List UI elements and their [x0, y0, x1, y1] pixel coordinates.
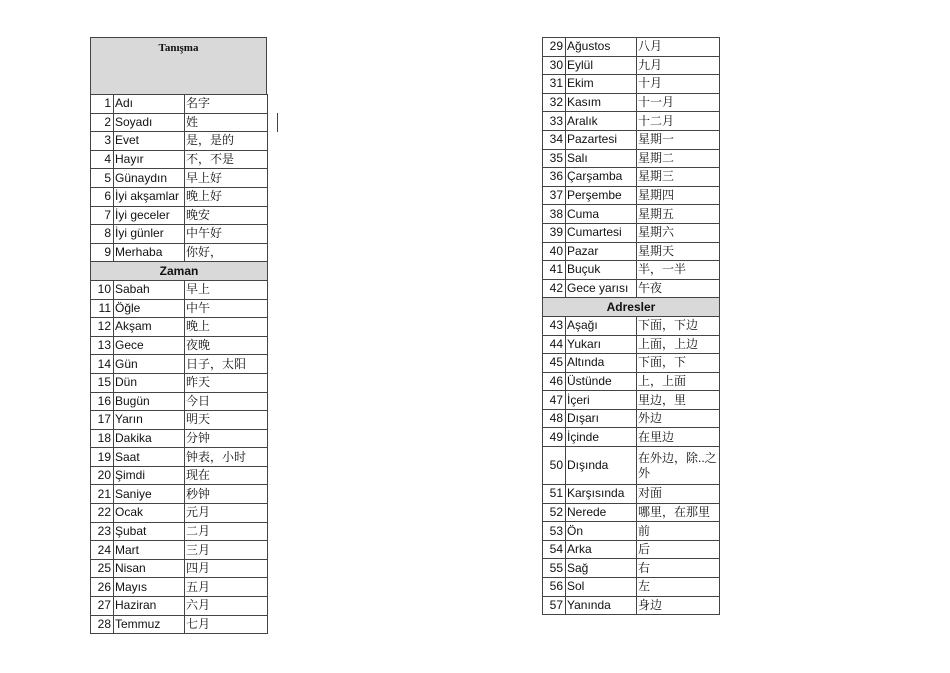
- row-number: 15: [91, 373, 114, 392]
- chinese-word: 秒钟: [185, 485, 268, 504]
- turkish-word: Yarın: [114, 411, 185, 430]
- chinese-word: 晚安: [185, 206, 268, 225]
- right-vocab-body: [543, 38, 720, 615]
- vocab-row: [543, 559, 720, 578]
- turkish-word: Salı: [566, 149, 637, 168]
- row-number: 20: [91, 466, 114, 485]
- chinese-word: 中午: [185, 299, 268, 318]
- turkish-word: Soyadı: [114, 113, 185, 132]
- turkish-word: Nerede: [566, 503, 637, 522]
- turkish-word: Altında: [566, 354, 637, 373]
- chinese-word: 七月: [185, 615, 268, 634]
- row-number: 22: [91, 504, 114, 523]
- chinese-word: 晚上: [185, 318, 268, 337]
- row-number: 48: [543, 409, 566, 428]
- turkish-word: Akşam: [114, 318, 185, 337]
- chinese-word: 下面，下边: [637, 316, 720, 335]
- turkish-word: Arka: [566, 540, 637, 559]
- turkish-word: Karşısında: [566, 485, 637, 504]
- vocab-row: [91, 373, 268, 392]
- vocab-row: [91, 150, 268, 169]
- chinese-word: 对面: [637, 485, 720, 504]
- chinese-word: 哪里，在那里: [637, 503, 720, 522]
- chinese-word: 里边，里: [637, 391, 720, 410]
- turkish-word: Cuma: [566, 205, 637, 224]
- vocab-row: [91, 522, 268, 541]
- turkish-word: Merhaba: [114, 243, 185, 262]
- turkish-word: Aşağı: [566, 316, 637, 335]
- row-number: 54: [543, 540, 566, 559]
- turkish-word: Aralık: [566, 112, 637, 131]
- row-number: 3: [91, 132, 114, 151]
- vocab-row: [91, 318, 268, 337]
- turkish-word: Perşembe: [566, 186, 637, 205]
- vocab-row: [543, 186, 720, 205]
- section-header-row: [91, 262, 268, 281]
- chinese-word: 上，上面: [637, 372, 720, 391]
- row-number: 27: [91, 597, 114, 616]
- turkish-word: İyi akşamlar: [114, 187, 185, 206]
- vocab-row: [543, 409, 720, 428]
- vocab-row: [543, 354, 720, 373]
- chinese-word: 在里边: [637, 428, 720, 447]
- vocab-row: [543, 428, 720, 447]
- vocab-row: [543, 261, 720, 280]
- turkish-word: Üstünde: [566, 372, 637, 391]
- turkish-word: Hayır: [114, 150, 185, 169]
- section-header: Adresler: [543, 298, 720, 317]
- vocab-row: [543, 485, 720, 504]
- row-number: 4: [91, 150, 114, 169]
- turkish-word: Gece: [114, 336, 185, 355]
- vocab-row: [543, 447, 720, 485]
- vocab-row: [91, 336, 268, 355]
- row-number: 8: [91, 225, 114, 244]
- turkish-word: Dışında: [566, 447, 637, 485]
- vocab-row: [543, 522, 720, 541]
- chinese-word: 今日: [185, 392, 268, 411]
- row-number: 29: [543, 38, 566, 57]
- row-number: 28: [91, 615, 114, 634]
- chinese-word: 午夜: [637, 279, 720, 298]
- chinese-word: 二月: [185, 522, 268, 541]
- chinese-word: 六月: [185, 597, 268, 616]
- chinese-word: 半，一半: [637, 261, 720, 280]
- vocab-row: [91, 541, 268, 560]
- row-number: 31: [543, 75, 566, 94]
- vocab-row: [91, 113, 268, 132]
- row-number: 35: [543, 149, 566, 168]
- stray-cell-border: [277, 113, 278, 132]
- row-number: 11: [91, 299, 114, 318]
- chinese-word: 早上: [185, 280, 268, 299]
- row-number: 14: [91, 355, 114, 374]
- chinese-word: 星期五: [637, 205, 720, 224]
- vocab-row: [543, 503, 720, 522]
- vocab-row: [91, 485, 268, 504]
- row-number: 39: [543, 223, 566, 242]
- row-number: 50: [543, 447, 566, 485]
- vocab-row: [543, 578, 720, 597]
- row-number: 47: [543, 391, 566, 410]
- vocab-row: [543, 93, 720, 112]
- chinese-word: 上面，上边: [637, 335, 720, 354]
- turkish-word: Buçuk: [566, 261, 637, 280]
- row-number: 33: [543, 112, 566, 131]
- vocab-row: [91, 225, 268, 244]
- chinese-word: 姓: [185, 113, 268, 132]
- vocab-row: [91, 169, 268, 188]
- chinese-word: 现在: [185, 466, 268, 485]
- row-number: 44: [543, 335, 566, 354]
- turkish-word: Pazartesi: [566, 130, 637, 149]
- vocab-row: [543, 56, 720, 75]
- vocab-row: [91, 448, 268, 467]
- row-number: 21: [91, 485, 114, 504]
- vocab-row: [91, 95, 268, 114]
- vocab-row: [543, 130, 720, 149]
- section-title-tanisma: Tanışma: [90, 37, 267, 94]
- turkish-word: Şimdi: [114, 466, 185, 485]
- turkish-word: Evet: [114, 132, 185, 151]
- vocab-row: [91, 504, 268, 523]
- turkish-word: Çarşamba: [566, 168, 637, 187]
- turkish-word: Cumartesi: [566, 223, 637, 242]
- chinese-word: 外边: [637, 409, 720, 428]
- chinese-word: 左: [637, 578, 720, 597]
- row-number: 12: [91, 318, 114, 337]
- chinese-word: 四月: [185, 559, 268, 578]
- vocab-row: [543, 279, 720, 298]
- turkish-word: İyi geceler: [114, 206, 185, 225]
- chinese-word: 十一月: [637, 93, 720, 112]
- turkish-word: Ocak: [114, 504, 185, 523]
- row-number: 57: [543, 596, 566, 615]
- chinese-word: 星期二: [637, 149, 720, 168]
- vocab-row: [91, 615, 268, 634]
- vocab-row: [543, 391, 720, 410]
- row-number: 26: [91, 578, 114, 597]
- turkish-word: Yukarı: [566, 335, 637, 354]
- turkish-word: Mayıs: [114, 578, 185, 597]
- chinese-word: 昨天: [185, 373, 268, 392]
- vocab-row: [543, 316, 720, 335]
- turkish-word: Mart: [114, 541, 185, 560]
- chinese-word: 是，是的: [185, 132, 268, 151]
- vocab-row: [543, 335, 720, 354]
- turkish-word: Sabah: [114, 280, 185, 299]
- row-number: 17: [91, 411, 114, 430]
- vocab-row: [91, 355, 268, 374]
- row-number: 51: [543, 485, 566, 504]
- turkish-word: Temmuz: [114, 615, 185, 634]
- chinese-word: 身边: [637, 596, 720, 615]
- vocab-row: [91, 559, 268, 578]
- turkish-word: Saat: [114, 448, 185, 467]
- vocab-row: [543, 38, 720, 57]
- chinese-word: 五月: [185, 578, 268, 597]
- row-number: 56: [543, 578, 566, 597]
- turkish-word: İçeri: [566, 391, 637, 410]
- left-vocab-column: [90, 37, 267, 634]
- turkish-word: İyi günler: [114, 225, 185, 244]
- section-header-row: [543, 298, 720, 317]
- chinese-word: 夜晚: [185, 336, 268, 355]
- left-vocab-table: [90, 94, 268, 634]
- chinese-word: 不，不是: [185, 150, 268, 169]
- row-number: 9: [91, 243, 114, 262]
- turkish-word: İçinde: [566, 428, 637, 447]
- row-number: 16: [91, 392, 114, 411]
- row-number: 41: [543, 261, 566, 280]
- row-number: 6: [91, 187, 114, 206]
- turkish-word: Bugün: [114, 392, 185, 411]
- vocab-row: [91, 597, 268, 616]
- chinese-word: 中午好: [185, 225, 268, 244]
- section-header: Zaman: [91, 262, 268, 281]
- vocab-row: [543, 242, 720, 261]
- row-number: 37: [543, 186, 566, 205]
- chinese-word: 名字: [185, 95, 268, 114]
- turkish-word: Gün: [114, 355, 185, 374]
- row-number: 32: [543, 93, 566, 112]
- vocab-row: [91, 429, 268, 448]
- chinese-word: 右: [637, 559, 720, 578]
- row-number: 5: [91, 169, 114, 188]
- chinese-word: 晚上好: [185, 187, 268, 206]
- row-number: 46: [543, 372, 566, 391]
- vocab-row: [543, 168, 720, 187]
- chinese-word: 前: [637, 522, 720, 541]
- turkish-word: Ekim: [566, 75, 637, 94]
- turkish-word: Eylül: [566, 56, 637, 75]
- chinese-word: 十月: [637, 75, 720, 94]
- vocab-row: [91, 392, 268, 411]
- chinese-word: 下面，下: [637, 354, 720, 373]
- turkish-word: Saniye: [114, 485, 185, 504]
- chinese-word: 你好，: [185, 243, 268, 262]
- turkish-word: Dakika: [114, 429, 185, 448]
- row-number: 18: [91, 429, 114, 448]
- row-number: 40: [543, 242, 566, 261]
- vocab-row: [91, 206, 268, 225]
- chinese-word: 元月: [185, 504, 268, 523]
- vocab-row: [91, 132, 268, 151]
- right-vocab-column: [542, 37, 719, 615]
- row-number: 38: [543, 205, 566, 224]
- row-number: 1: [91, 95, 114, 114]
- chinese-word: 星期三: [637, 168, 720, 187]
- turkish-word: Haziran: [114, 597, 185, 616]
- vocab-row: [91, 411, 268, 430]
- vocab-row: [91, 280, 268, 299]
- row-number: 2: [91, 113, 114, 132]
- vocab-row: [91, 466, 268, 485]
- row-number: 25: [91, 559, 114, 578]
- chinese-word: 星期四: [637, 186, 720, 205]
- row-number: 10: [91, 280, 114, 299]
- chinese-word: 早上好: [185, 169, 268, 188]
- vocab-row: [543, 372, 720, 391]
- vocab-row: [543, 112, 720, 131]
- vocab-row: [91, 299, 268, 318]
- left-vocab-body: [91, 95, 268, 634]
- turkish-word: Nisan: [114, 559, 185, 578]
- turkish-word: Sol: [566, 578, 637, 597]
- row-number: 43: [543, 316, 566, 335]
- chinese-word: 星期六: [637, 223, 720, 242]
- turkish-word: Sağ: [566, 559, 637, 578]
- chinese-word: 十二月: [637, 112, 720, 131]
- vocab-row: [543, 540, 720, 559]
- turkish-word: Günaydın: [114, 169, 185, 188]
- turkish-word: Kasım: [566, 93, 637, 112]
- row-number: 24: [91, 541, 114, 560]
- vocab-row: [91, 187, 268, 206]
- chinese-word: 后: [637, 540, 720, 559]
- turkish-word: Ağustos: [566, 38, 637, 57]
- vocab-row: [543, 223, 720, 242]
- row-number: 34: [543, 130, 566, 149]
- vocab-row: [543, 205, 720, 224]
- turkish-word: Dışarı: [566, 409, 637, 428]
- turkish-word: Adı: [114, 95, 185, 114]
- row-number: 36: [543, 168, 566, 187]
- vocab-row: [543, 75, 720, 94]
- row-number: 52: [543, 503, 566, 522]
- turkish-word: Yanında: [566, 596, 637, 615]
- row-number: 7: [91, 206, 114, 225]
- chinese-word: 星期天: [637, 242, 720, 261]
- row-number: 30: [543, 56, 566, 75]
- chinese-word: 八月: [637, 38, 720, 57]
- turkish-word: Pazar: [566, 242, 637, 261]
- chinese-word: 钟表，小时: [185, 448, 268, 467]
- row-number: 53: [543, 522, 566, 541]
- turkish-word: Gece yarısı: [566, 279, 637, 298]
- row-number: 23: [91, 522, 114, 541]
- vocab-row: [543, 596, 720, 615]
- chinese-word: 在外边，除..之外: [637, 447, 720, 485]
- turkish-word: Dün: [114, 373, 185, 392]
- chinese-word: 分钟: [185, 429, 268, 448]
- vocab-row: [91, 243, 268, 262]
- chinese-word: 明天: [185, 411, 268, 430]
- row-number: 13: [91, 336, 114, 355]
- chinese-word: 九月: [637, 56, 720, 75]
- row-number: 49: [543, 428, 566, 447]
- chinese-word: 三月: [185, 541, 268, 560]
- vocab-row: [91, 578, 268, 597]
- vocab-row: [543, 149, 720, 168]
- turkish-word: Şubat: [114, 522, 185, 541]
- row-number: 42: [543, 279, 566, 298]
- row-number: 55: [543, 559, 566, 578]
- chinese-word: 日子，太阳: [185, 355, 268, 374]
- row-number: 45: [543, 354, 566, 373]
- turkish-word: Ön: [566, 522, 637, 541]
- turkish-word: Öğle: [114, 299, 185, 318]
- right-vocab-table: [542, 37, 720, 615]
- chinese-word: 星期一: [637, 130, 720, 149]
- row-number: 19: [91, 448, 114, 467]
